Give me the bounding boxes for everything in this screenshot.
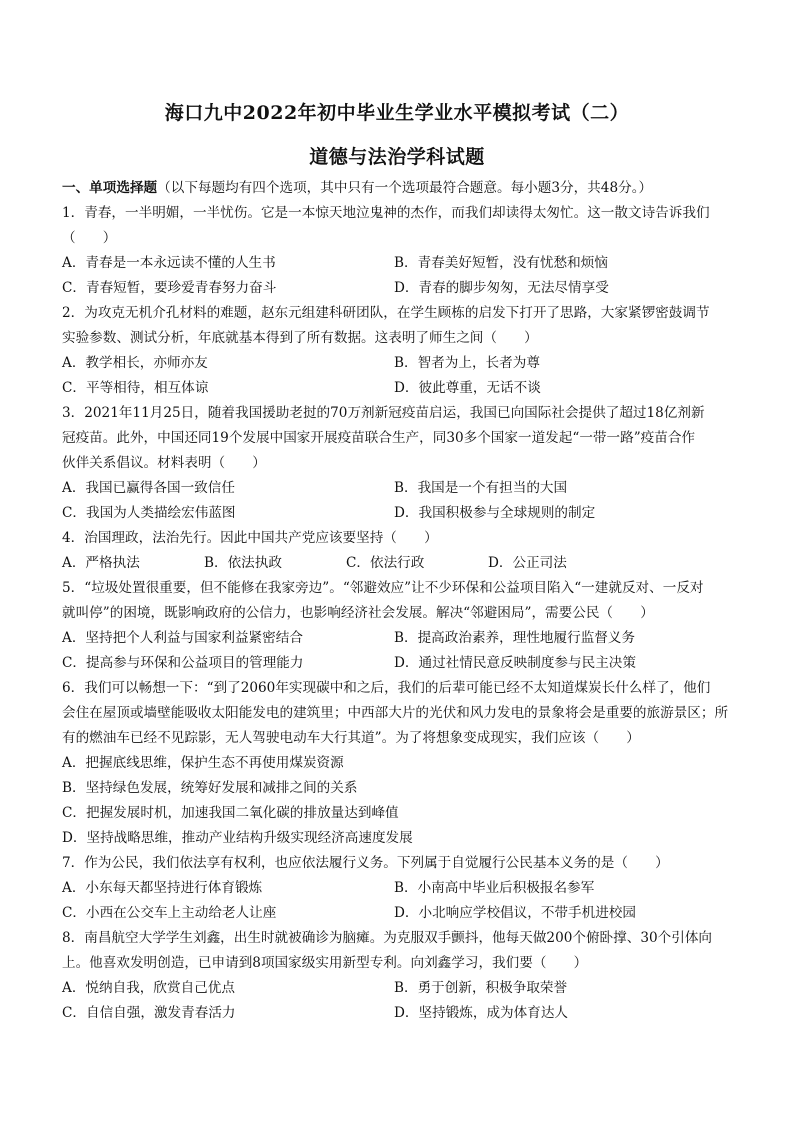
option-d: D．坚持战略思维，推动产业结构升级实现经济高速度发展 [62,830,413,846]
option-c: C．依法行政 [346,555,425,571]
option-row [62,901,742,926]
question-stem-line: 有的燃油车已经不见踪影，无人驾驶电动车大行其道”。为了将想象变成现实，我们应该（ ） [62,730,640,746]
option-c: C．平等相待，相互体谅 [62,380,209,396]
option-a: A．青春是一本永远读不懂的人生书 [62,255,276,271]
option-d: D．公正司法 [488,555,567,571]
section-note: （以下每题均有四个选项，其中只有一个选项最符合题意。每小题3分，共48分。） [157,180,653,196]
question-5 [62,576,742,676]
option-row [62,251,742,276]
question-stem-line: 实验参数、测试分析，年底就基本得到了所有数据。这表明了师生之间（ ） [62,330,538,346]
section-heading [62,176,742,201]
question-8 [62,926,742,1026]
question-stem-line: 3．2021年11月25日，随着我国援助老挝的70万剂新冠疫苗启运，我国已向国际社会提供了超过18亿剂新 [62,405,705,421]
option-d: D．坚持锻炼，成为体育达人 [394,1005,569,1021]
section-label: 一、单项选择题 [62,180,158,196]
question-2 [62,301,742,401]
question-stem-line: 会住在屋顶或墙壁能吸收太阳能发电的建筑里；中西部大片的光伏和风力发电的景象将会是重要的旅游景区；所 [62,705,729,721]
option-b: B．智者为上，长者为尊 [394,355,540,371]
option-row [62,1001,742,1026]
option-a: A．把握底线思维，保护生态不再使用煤炭资源 [62,755,344,771]
question-7 [62,851,742,926]
option-a: A．坚持把个人利益与国家利益紧密结合 [62,630,303,646]
question-stem-line: 6．我们可以畅想一下：“到了2060年实现碳中和之后，我们的后辈可能已经不太知道煤炭长什么样了，他们 [62,680,711,696]
option-row [62,551,742,576]
option-b: B．青春美好短暂，没有忧愁和烦恼 [394,255,608,271]
question-stem-line: 上。他喜欢发明创造，已申请到8项国家级实用新型专利。向刘鑫学习，我们要（ ） [62,955,588,971]
option-b: B．我国是一个有担当的大国 [394,480,568,496]
option-a: A．悦纳自我，欣赏自己优点 [62,980,235,996]
question-stem-line: 就叫停”的困境，既影响政府的公信力，也影响经济社会发展。解决“邻避困局”，需要公民（ ） [62,605,654,621]
option-c: C．自信自强，激发青春活力 [62,1005,236,1021]
option-a: A．教学相长，亦师亦友 [62,355,208,371]
question-stem-line: 1．青春，一半明媚，一半忧伤。它是一本惊天地泣鬼神的杰作，而我们却读得太匆忙。这一散文诗告诉我们 [62,205,710,221]
exam-title: 海口九中2022年初中毕业生学业水平模拟考试（二） [164,102,630,124]
option-b: B．勇于创新，积极争取荣誉 [394,980,568,996]
option-row [62,876,742,901]
question-stem-line: 5．“垃圾处置很重要，但不能修在我家旁边”。“邻避效应”让不少环保和公益项目陷入“一建就反对、一反对 [62,580,704,596]
option-d: D．青春的脚步匆匆，无法尽情享受 [394,280,609,296]
option-row [62,651,742,676]
question-4 [62,526,742,576]
question-1 [62,201,742,301]
question-stem-line: 2．为攻克无机介孔材料的难题，赵东元组建科研团队，在学生顾栋的启发下打开了思路，大家紧锣密鼓调节 [62,305,710,321]
option-a: A．小东每天都坚持进行体育锻炼 [62,880,263,896]
option-b: B．小南高中毕业后积极报名参军 [394,880,595,896]
option-a: A．我国已赢得各国一致信任 [62,480,235,496]
option-c: C．我国为人类描绘宏伟蓝图 [62,505,236,521]
option-b: B．提高政治素养，理性地履行监督义务 [394,630,636,646]
option-b: B．依法执政 [204,555,282,571]
option-b: B．坚持绿色发展，统筹好发展和减排之间的关系 [62,780,358,796]
question-stem-line: 4．治国理政，法治先行。因此中国共产党应该要坚持（ ） [62,530,438,546]
option-d: D．小北响应学校倡议，不带手机进校园 [394,905,636,921]
option-row [62,976,742,1001]
question-stem-line: 伙伴关系倡议。材料表明（ ） [62,455,266,471]
question-stem-line: 8．南昌航空大学学生刘鑫，出生时就被确诊为脑瘫。为克服双手颤抖，他每天做200个俯卧撑、30个引体向 [62,930,713,946]
option-c: C．把握发展时机，加速我国二氧化碳的排放量达到峰值 [62,805,399,821]
question-3 [62,401,742,526]
question-stem-line: 冠疫苗。此外，中国还同19个发展中国家开展疫苗联合生产，同30多个国家一道发起“一带一路”疫苗合作 [62,430,696,446]
question-stem-line: （ ） [62,230,117,246]
option-a: A．严格执法 [62,555,140,571]
question-stem-line: 7．作为公民，我们依法享有权利，也应依法履行义务。下列属于自觉履行公民基本义务的是（ ） [62,855,669,871]
option-c: C．提高参与环保和公益项目的管理能力 [62,655,304,671]
option-c: C．青春短暂，要珍爱青春努力奋斗 [62,280,277,296]
option-row [62,351,742,376]
option-d: D．我国积极参与全球规则的制定 [394,505,596,521]
option-c: C．小西在公交车上主动给老人让座 [62,905,277,921]
option-row [62,276,742,301]
exam-body [62,176,742,1026]
option-row [62,501,742,526]
option-d: D．彼此尊重，无话不谈 [394,380,541,396]
option-row [62,626,742,651]
option-d: D．通过社情民意反映制度参与民主决策 [394,655,636,671]
question-6 [62,676,742,851]
option-row [62,476,742,501]
option-row [62,376,742,401]
exam-subtitle: 道德与法治学科试题 [309,146,485,168]
